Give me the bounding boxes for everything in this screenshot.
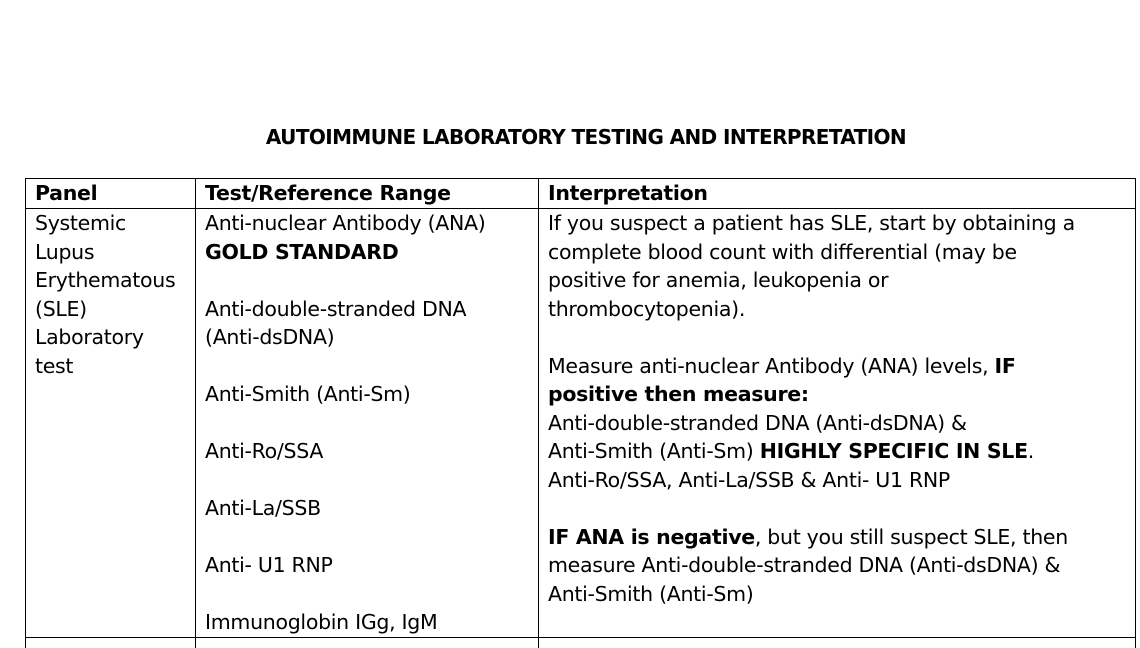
header-test-reference-range: Test/Reference Range — [196, 179, 539, 209]
interpretation-cell — [539, 209, 1136, 638]
tests-cell — [196, 637, 539, 648]
panel-line: (SLE) — [35, 296, 87, 321]
interpretation-line: thrombocytopenia). — [548, 296, 746, 321]
interpretation-line — [548, 523, 1135, 552]
table-header-row — [26, 179, 1136, 209]
test-immunoglobin: Immunoglobin IGg, IgM — [205, 610, 438, 634]
gold-standard-label: GOLD STANDARD — [205, 239, 399, 264]
panel-line: Systemic — [35, 211, 127, 235]
interpretation-emphasis: positive then measure: — [548, 382, 809, 406]
tests-cell — [196, 209, 539, 638]
interpretation-emphasis: HIGHLY SPECIFIC IN SLE — [759, 439, 1028, 463]
panel-cell — [26, 209, 196, 638]
interpretation-cell — [539, 637, 1136, 648]
panel-line: Laboratory — [35, 325, 144, 349]
interpretation-emphasis: IF — [994, 353, 1016, 378]
table-row — [26, 209, 1136, 638]
panel-cell — [26, 637, 196, 648]
panel-line: Lupus — [35, 239, 95, 264]
panel-line: test — [35, 353, 74, 378]
interpretation-text: Anti-Smith (Anti-Sm) — [548, 439, 760, 463]
interpretation-line: If you suspect a patient has SLE, start by obtaining a — [548, 211, 1075, 235]
interpretation-emphasis: IF ANA is negative — [548, 524, 755, 549]
panel-line: Erythematous — [35, 268, 176, 292]
header-panel: Panel — [26, 179, 196, 209]
interpretation-line — [548, 437, 1135, 466]
test-anti-sm: Anti-Smith (Anti-Sm) — [205, 382, 411, 406]
document-title: AUTOIMMUNE LABORATORY TESTING AND INTERPRETATION — [265, 125, 907, 149]
table-row — [26, 637, 1136, 648]
interpretation-line: measure Anti-double-stranded DNA (Anti-dsDNA) & — [548, 553, 1061, 577]
lab-testing-table — [25, 178, 1136, 648]
interpretation-text: , but you still suspect SLE, then — [754, 524, 1068, 549]
interpretation-line: positive for anemia, leukopenia or — [548, 268, 889, 292]
interpretation-line: complete blood count with differential (may be — [548, 239, 1017, 264]
interpretation-line: Anti-double-stranded DNA (Anti-dsDNA) & — [548, 410, 967, 435]
interpretation-line: Anti-Smith (Anti-Sm) — [548, 581, 754, 606]
test-anti-dsdna-abbrev: (Anti-dsDNA) — [205, 325, 335, 349]
test-anti-la: Anti-La/SSB — [205, 496, 321, 520]
test-anti-dsdna: Anti-double-stranded DNA — [205, 296, 467, 321]
interpretation-line: Anti-Ro/SSA, Anti-La/SSB & Anti- U1 RNP — [548, 467, 950, 492]
test-anti-ro: Anti-Ro/SSA — [205, 439, 324, 463]
test-anti-u1rnp: Anti- U1 RNP — [205, 553, 333, 577]
interpretation-text: . — [1027, 439, 1034, 463]
test-ana: Anti-nuclear Antibody (ANA) — [205, 211, 486, 235]
header-interpretation: Interpretation — [539, 179, 1136, 209]
interpretation-line — [548, 352, 1135, 381]
interpretation-text: Measure anti-nuclear Antibody (ANA) levels, — [548, 353, 995, 378]
